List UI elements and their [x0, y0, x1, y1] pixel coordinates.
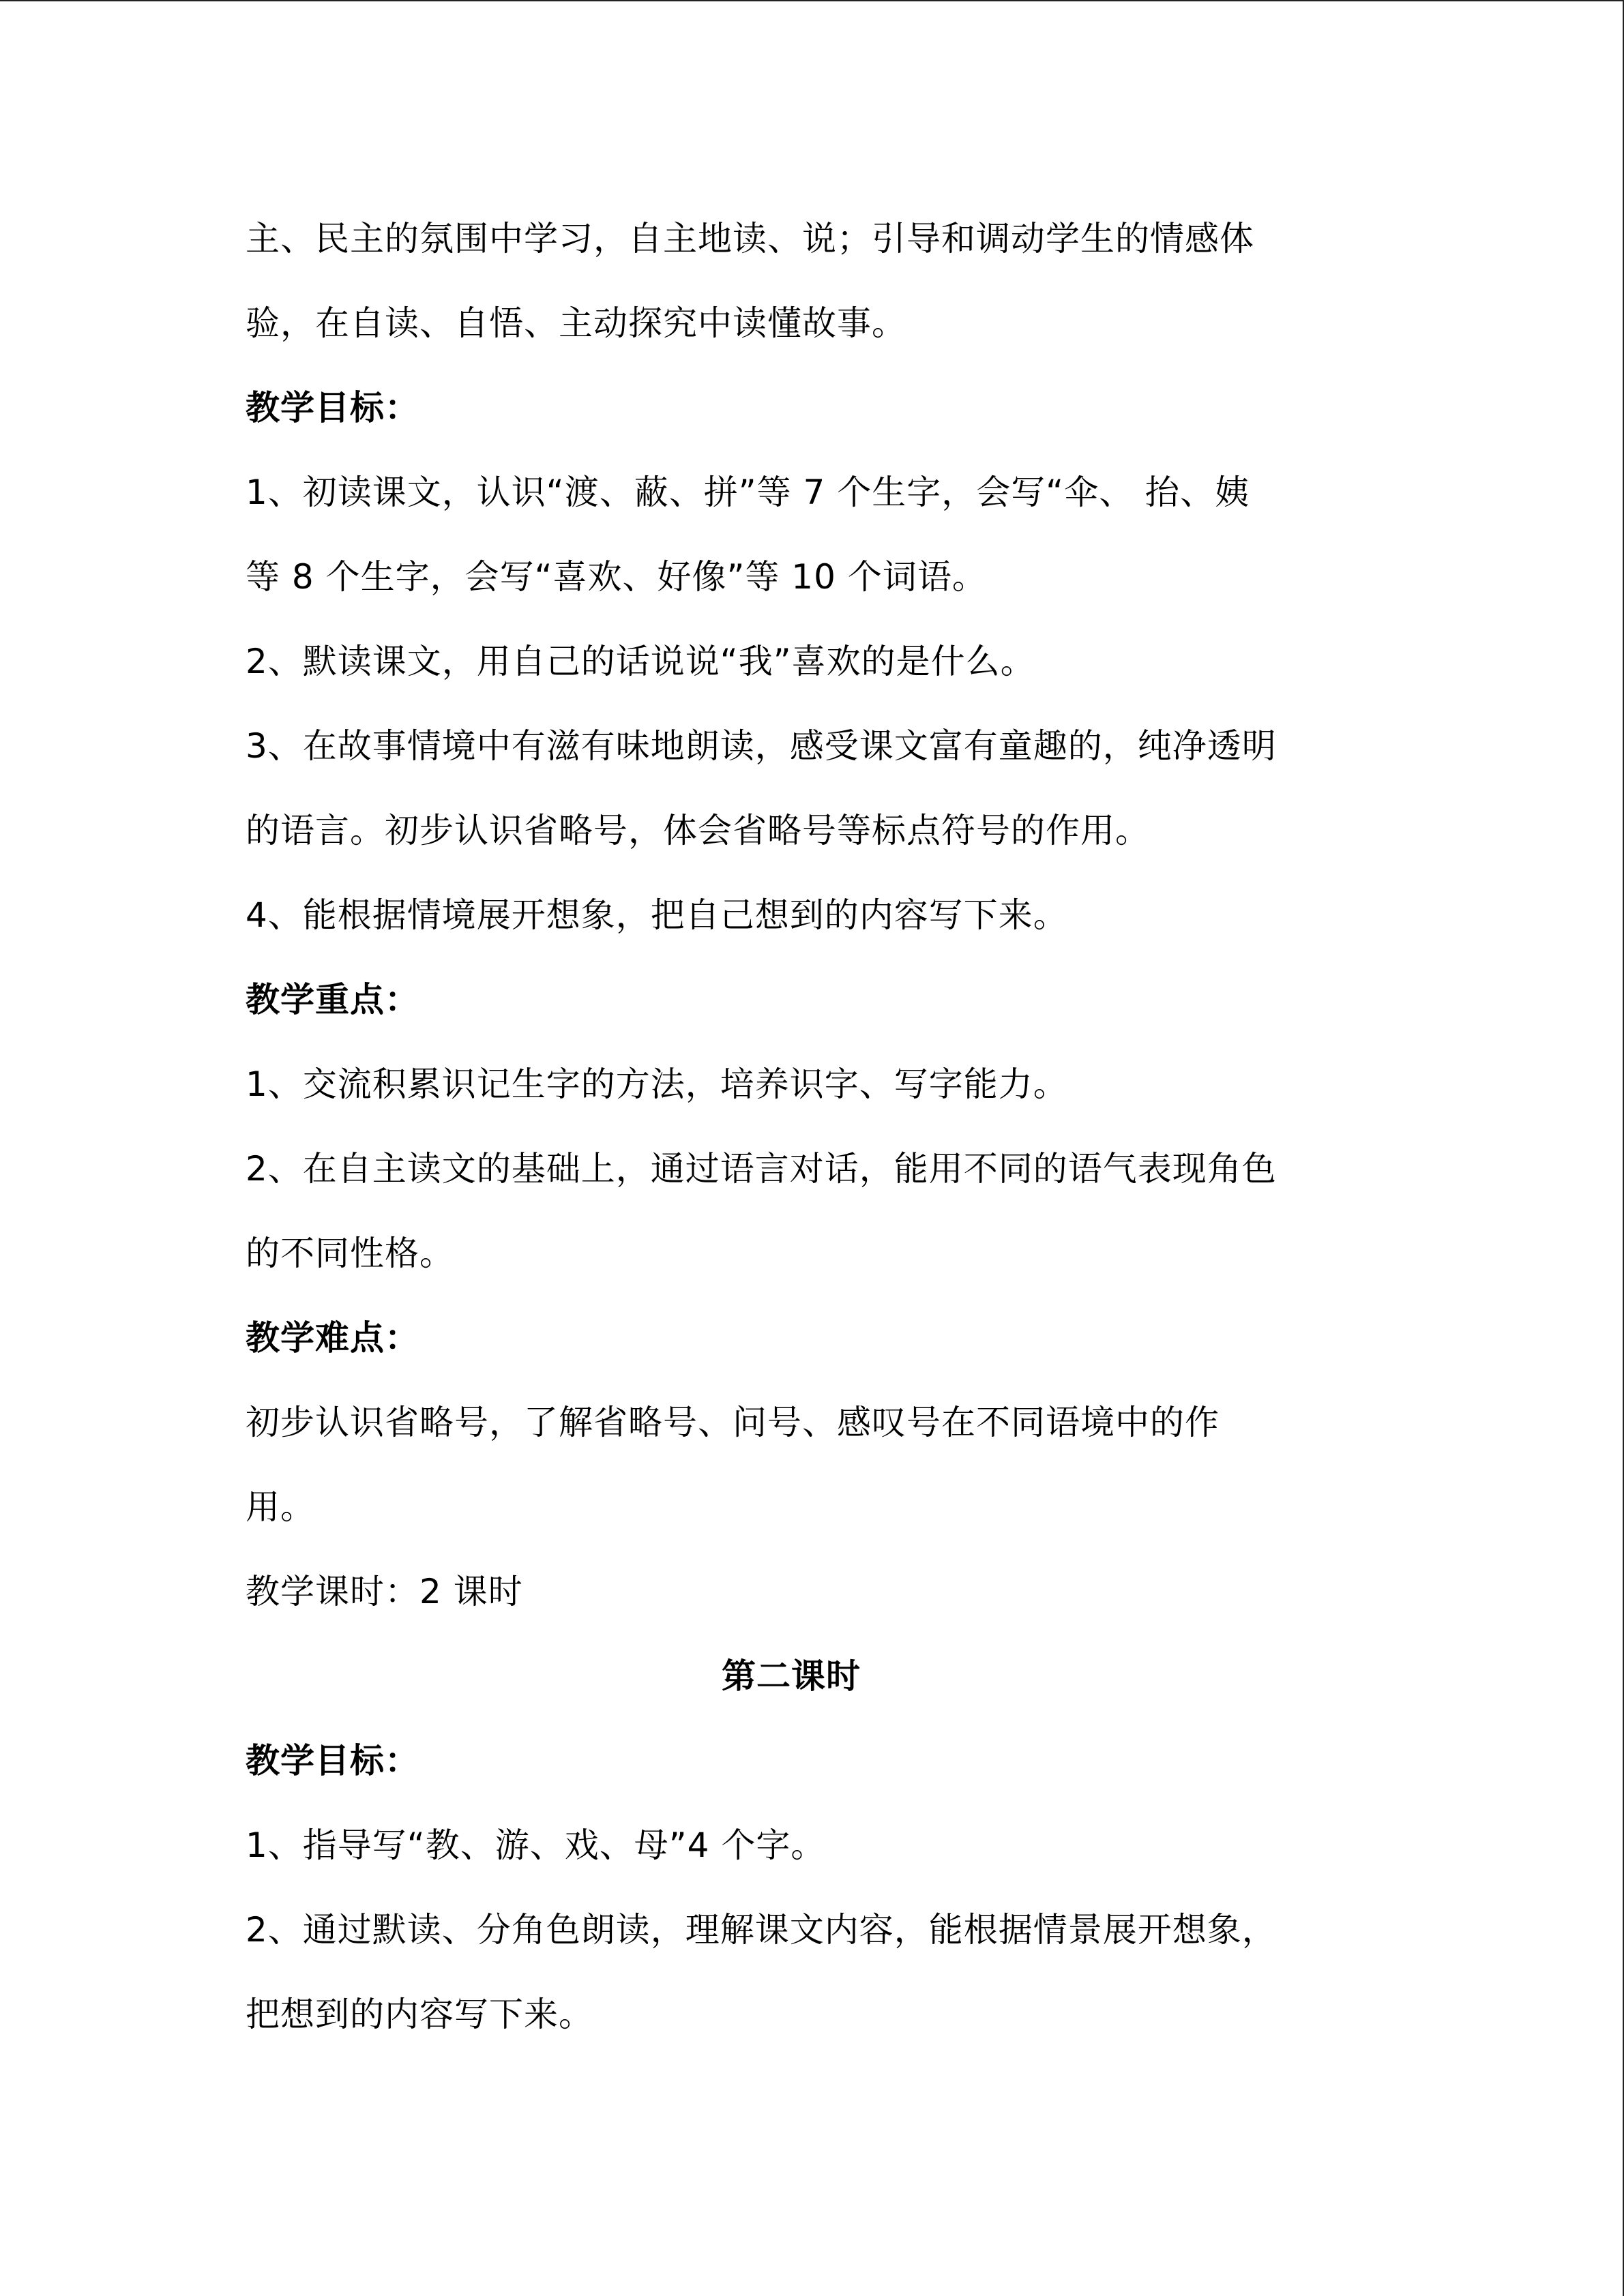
text-line: 3、在故事情境中有滋有味地朗读，感受课文富有童趣的，纯净透明 [246, 726, 1277, 766]
text-line: 1、交流积累识记生字的方法，培养识字、写字能力。 [246, 1064, 1068, 1104]
text-line: 1、初读课文，认识“渡、蔽、拼”等 7 个生字，会写“伞、 抬、姨 [246, 473, 1250, 512]
text-line: 用。 [246, 1487, 315, 1527]
section-heading-difficulties: 教学难点： [246, 1318, 419, 1358]
section-heading-teaching-goals: 教学目标： [246, 388, 419, 428]
text-line: 初步认识省略号，了解省略号、问号、感叹号在不同语境中的作 [246, 1403, 1220, 1442]
text-line: 把想到的内容写下来。 [246, 1995, 593, 2034]
text-line: 的不同性格。 [246, 1234, 454, 1273]
text-line: 等 8 个生字，会写“喜欢、好像”等 10 个词语。 [246, 557, 987, 597]
text-line: 2、通过默读、分角色朗读，理解课文内容，能根据情景展开想象， [246, 1910, 1277, 1950]
text-line: 主、民主的氛围中学习，自主地读、说；引导和调动学生的情感体 [246, 219, 1254, 258]
text-line: 的语言。初步认识省略号，体会省略号等标点符号的作用。 [246, 811, 1150, 850]
text-line: 2、默读课文，用自己的话说说“我”喜欢的是什么。 [246, 642, 1035, 681]
text-line: 2、在自主读文的基础上，通过语言对话，能用不同的语气表现角色 [246, 1149, 1277, 1189]
section-heading-teaching-goals-2: 教学目标： [246, 1741, 419, 1780]
text-line: 4、能根据情境展开想象，把自己想到的内容写下来。 [246, 895, 1068, 935]
text-line: 1、指导写“教、游、戏、母”4 个字。 [246, 1825, 826, 1865]
text-line: 教学课时：2 课时 [246, 1572, 523, 1611]
document-page [246, 196, 1378, 2057]
page-top-border [0, 0, 1624, 1]
text-line: 验，在自读、自悟、主动探究中读懂故事。 [246, 303, 906, 343]
section-heading-key-points: 教学重点： [246, 980, 419, 1019]
lesson-title: 第二课时 [722, 1656, 861, 1696]
